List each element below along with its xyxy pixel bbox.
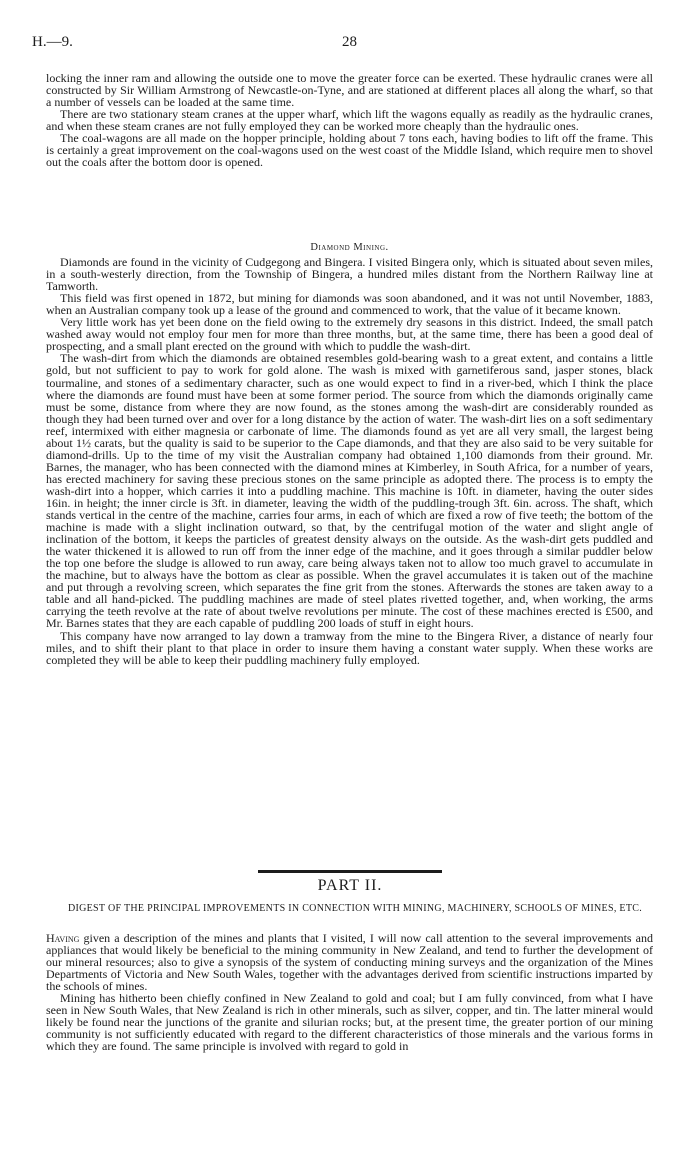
page-number: 28	[342, 34, 357, 50]
paragraph: This field was first opened in 1872, but mining for diamonds was soon abandoned, and it was not until November, 1883, when an Australian company took up a lease of the ground and commenced to work, that the value of it became known.	[46, 291, 653, 318]
section-heading: Diamond Mining.	[310, 242, 389, 253]
paragraph: The wash-dirt from which the diamonds are obtained resembles gold-bearing wash to a great extent, and contains a little gold, but not sufficient to pay to work for gold alone. The wash is mixed with garnetiferous sand, jasper stones, black tourmaline, and stones of a sedimentary character, such as one would expect to find in a river-bed, which I think the place where the diamonds are found must have been at some former period. The source from which the diamonds originally came must be some, distance from where they are now found, as the stones among the wash-dirt are considerably rounded as though they had been turned over and over for a long distance by the action of water. The wash-dirt lies on a soft sedimentary reef, intermixed with either magnesia or carbonate of lime. The diamonds found as yet are all very small, the largest being about 1½ carats, but the quality is said to be superior to the Cape diamonds, and that they are also said to be very suitable for diamond-drills. Up to the time of my visit the Australian company had obtained 1,100 diamonds from their ground. Mr. Barnes, the manager, who has been connected with the diamond mines at Kimberley, in South Africa, for a number of years, has erected machinery for saving these precious stones on the same principle as adopted there. The process is to empty the wash-dirt into a hopper, which carries it into a puddling machine. This machine is 10ft. in diameter, having the outer sides 16in. in height; the inner circle is 3ft. in diameter, leaving the width of the puddling-trough 3ft. 6in. across. The shaft, which stands vertical in the centre of the machine, carries four arms, in each of which are fixed a row of five teeth; the bottom of the machine is made with a slight inclination outward, so that, by the centrifugal motion of the water and slight angle of inclination of the bottom, it keeps the particles of greatest density always on the outside. As the wash-dirt gets puddled and the water thickened it is allowed to run off from the inner edge of the machine, and it goes through a similar puddler below the top one before the sludge is allowed to run away, care being always taken not to allow too much gravel to accumulate in the machine, but to always have the bottom as clear as possible. When the gravel accumulates it is taken out of the machine and put through a revolving screen, which separates the fine grit from the stones. Afterwards the stones are taken away to a table and all hand-picked. The puddling machines are made of steel plates rivetted together, and, when working, the arms carrying the teeth revolve at the rate of about twelve revolutions per minute. The cost of these machines erected is £500, and Mr. Barnes states that they are each capable of puddling 200 loads of stuff in eight hours.	[46, 351, 653, 631]
section-cranes	[46, 72, 653, 168]
paragraph: There are two stationary steam cranes at the upper wharf, which lift the wagons equally as readily as the hydraulic cranes, and when these steam cranes are not fully employed they can be worked more cheaply than the hydraulic ones.	[46, 107, 653, 134]
paragraph: Very little work has yet been done on the field owing to the extremely dry seasons in this district. Indeed, the small patch washed away would not employ four men for more than three months, but, at the same time, there has been a good deal of prospecting, and a small plant erected on the ground with which to puddle the wash-dirt.	[46, 315, 653, 354]
part-title: PART II.	[317, 877, 383, 894]
paragraph: The coal-wagons are all made on the hopper principle, holding about 7 tons each, having bodies to lift off the frame. This is certainly a great improvement on the coal-wagons used on the west coast of the Middle Island, which require men to shovel out the coals after the bottom door is opened.	[46, 131, 653, 170]
paragraph: Diamonds are found in the vicinity of Cudgegong and Bingera. I visited Bingera only, which is situated about seven miles, in a south-westerly direction, from the Township of Bingera, a hundred miles distant from the Northern Railway line at Tamworth.	[46, 255, 653, 294]
section-diamond-mining	[46, 240, 653, 666]
paragraph: Mining has hitherto been chiefly confined in New Zealand to gold and coal; but I am fully convinced, from what I have seen in New South Wales, that New Zealand is rich in other minerals, such as silver, copper, and tin. The latter mineral would likely be found near the junctions of the granite and silurian rocks; but, at the present time, the greater portion of our mining community is not sufficiently educated with regard to the different characteristics of those minerals and the various forms in which they are found. The same principle is involved with regard to gold in	[46, 991, 653, 1054]
paragraph	[46, 932, 653, 992]
section-part-two	[46, 932, 653, 1052]
section-divider	[258, 870, 442, 873]
paragraph: locking the inner ram and allowing the outside one to move the greater force can be exerted. These hydraulic cranes were all constructed by Sir William Armstrong of Newcastle-on-Tyne, and are stationed at different places all along the wharf, so that a number of vessels can be loaded at the same time.	[46, 71, 653, 110]
page-header	[32, 36, 662, 54]
lead-word: Having	[46, 931, 80, 945]
paragraph-text: given a description of the mines and plants that I visited, I will now call attention to the several improvements and appliances that would likely be beneficial to the mining community in New Zealand, and tend to further the development of our mineral resources; also to give a synopsis of the system of conducting mining surveys and the organization of the Mines Departments of Victoria and New South Wales, together with the advantages derived from scientific instructions imparted by the schools of mines.	[46, 931, 653, 994]
document-reference: H.—9.	[32, 34, 73, 50]
part-subtitle: DIGEST OF THE PRINCIPAL IMPROVEMENTS IN CONNECTION WITH MINING, MACHINERY, SCHOOLS OF MINES, ETC.	[67, 903, 643, 914]
paragraph: This company have now arranged to lay down a tramway from the mine to the Bingera River, a distance of nearly four miles, and to shift their plant to that place in order to insure them having a constant water supply. When these works are completed they will be able to keep their puddling machinery fully employed.	[46, 628, 653, 667]
